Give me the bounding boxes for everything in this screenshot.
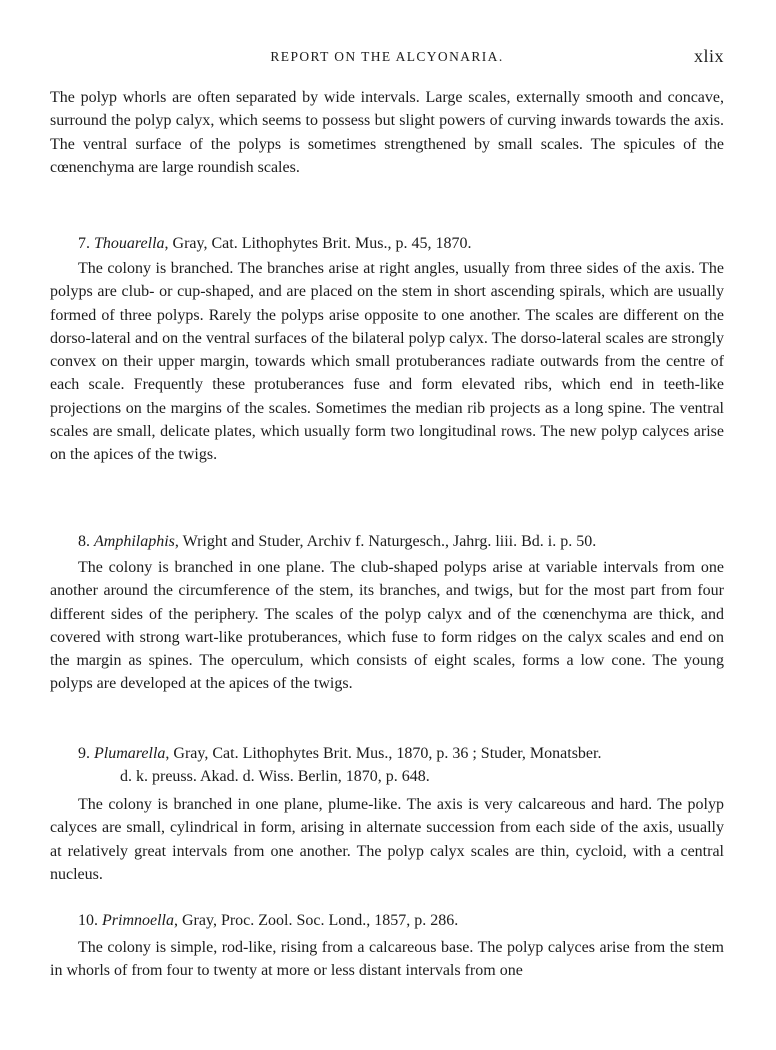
section-heading-7 bbox=[78, 232, 728, 255]
genus-name: Primnoella bbox=[102, 912, 174, 929]
section-number: 7. bbox=[78, 235, 90, 252]
running-head bbox=[50, 46, 724, 68]
section-number: 8. bbox=[78, 533, 90, 550]
citation: , Gray, Cat. Lithophytes Brit. Mus., 1870, p. 36 ; Studer, Monatsber. bbox=[165, 745, 602, 762]
citation: , Wright and Studer, Archiv f. Naturgesch., Jahrg. liii. Bd. i. p. 50. bbox=[174, 533, 597, 550]
genus-name: Plumarella bbox=[94, 745, 166, 762]
section-heading-9 bbox=[78, 742, 728, 788]
genus-name: Thouarella bbox=[94, 235, 165, 252]
page-number: xlix bbox=[693, 46, 724, 66]
section-body-9: The colony is branched in one plane, plume-like. The axis is very calcareous and hard. The polyp calyces are small, cylindrical in form, arising in alternate succession from each side of the axis, usually at relatively great intervals from one another. The polyp calyx scales are thin, cycloid, with a central nucleus. bbox=[50, 796, 724, 883]
continued-paragraph: The polyp whorls are often separated by wide intervals. Large scales, externally smooth and concave, surround the polyp calyx, which seems to possess but slight powers of curving inwards towards the axis. The ventral surface of the polyps is sometimes strengthened by small scales. The spicules of the cœnenchyma are large roundish scales. bbox=[50, 89, 724, 176]
running-title: REPORT ON THE ALCYONARIA. bbox=[270, 49, 504, 64]
section-body-10: The colony is simple, rod-like, rising from a calcareous base. The polyp calyces arise from the stem in whorls of from four to twenty at more or less distant intervals from one bbox=[50, 939, 724, 980]
section-number: 9. bbox=[78, 745, 90, 762]
section-body-7: The colony is branched. The branches arise at right angles, usually from three sides of the axis. The polyps are club- or cup-shaped, and are placed on the stem in short ascending spirals, which are usually formed of three polyps. Rarely the polyps arise opposite to one another. The scales are different on the dorso-lateral and on the ventral surfaces of the bilateral polyp calyx. The dorso-lateral scales are strongly convex on their upper margin, towards which small protuberances radiate outwards from the centre of each scale. Frequently these protuberances fuse and form elevated ribs, which end in teeth-like projections on the margins of the scales. Sometimes the median rib projects as a long spine. The ventral scales are small, delicate plates, which usually form two longitudinal rows. The new polyp calyces arise on the apices of the twigs. bbox=[50, 260, 724, 464]
genus-name: Amphilaphis bbox=[94, 533, 175, 550]
citation: , Gray, Cat. Lithophytes Brit. Mus., p. 45, 1870. bbox=[164, 235, 472, 252]
section-heading-10 bbox=[78, 909, 728, 932]
citation: , Gray, Proc. Zool. Soc. Lond., 1857, p. 286. bbox=[174, 912, 459, 929]
citation-continuation: d. k. preuss. Akad. d. Wiss. Berlin, 1870, p. 648. bbox=[120, 768, 430, 785]
section-body-8: The colony is branched in one plane. The club-shaped polyps arise at variable intervals from one another around the circumference of the stem, its branches, and twigs, but for the most part from four different sides of the periphery. The scales of the polyp calyx and of the cœnenchyma are thick, and covered with strong wart-like protuberances, which fuse to form ridges on the calyx scales and end on the margin as spines. The operculum, which consists of eight scales, forms a low cone. The young polyps are developed at the apices of the twigs. bbox=[50, 559, 724, 693]
section-heading-8 bbox=[78, 530, 728, 553]
section-number: 10. bbox=[78, 912, 98, 929]
